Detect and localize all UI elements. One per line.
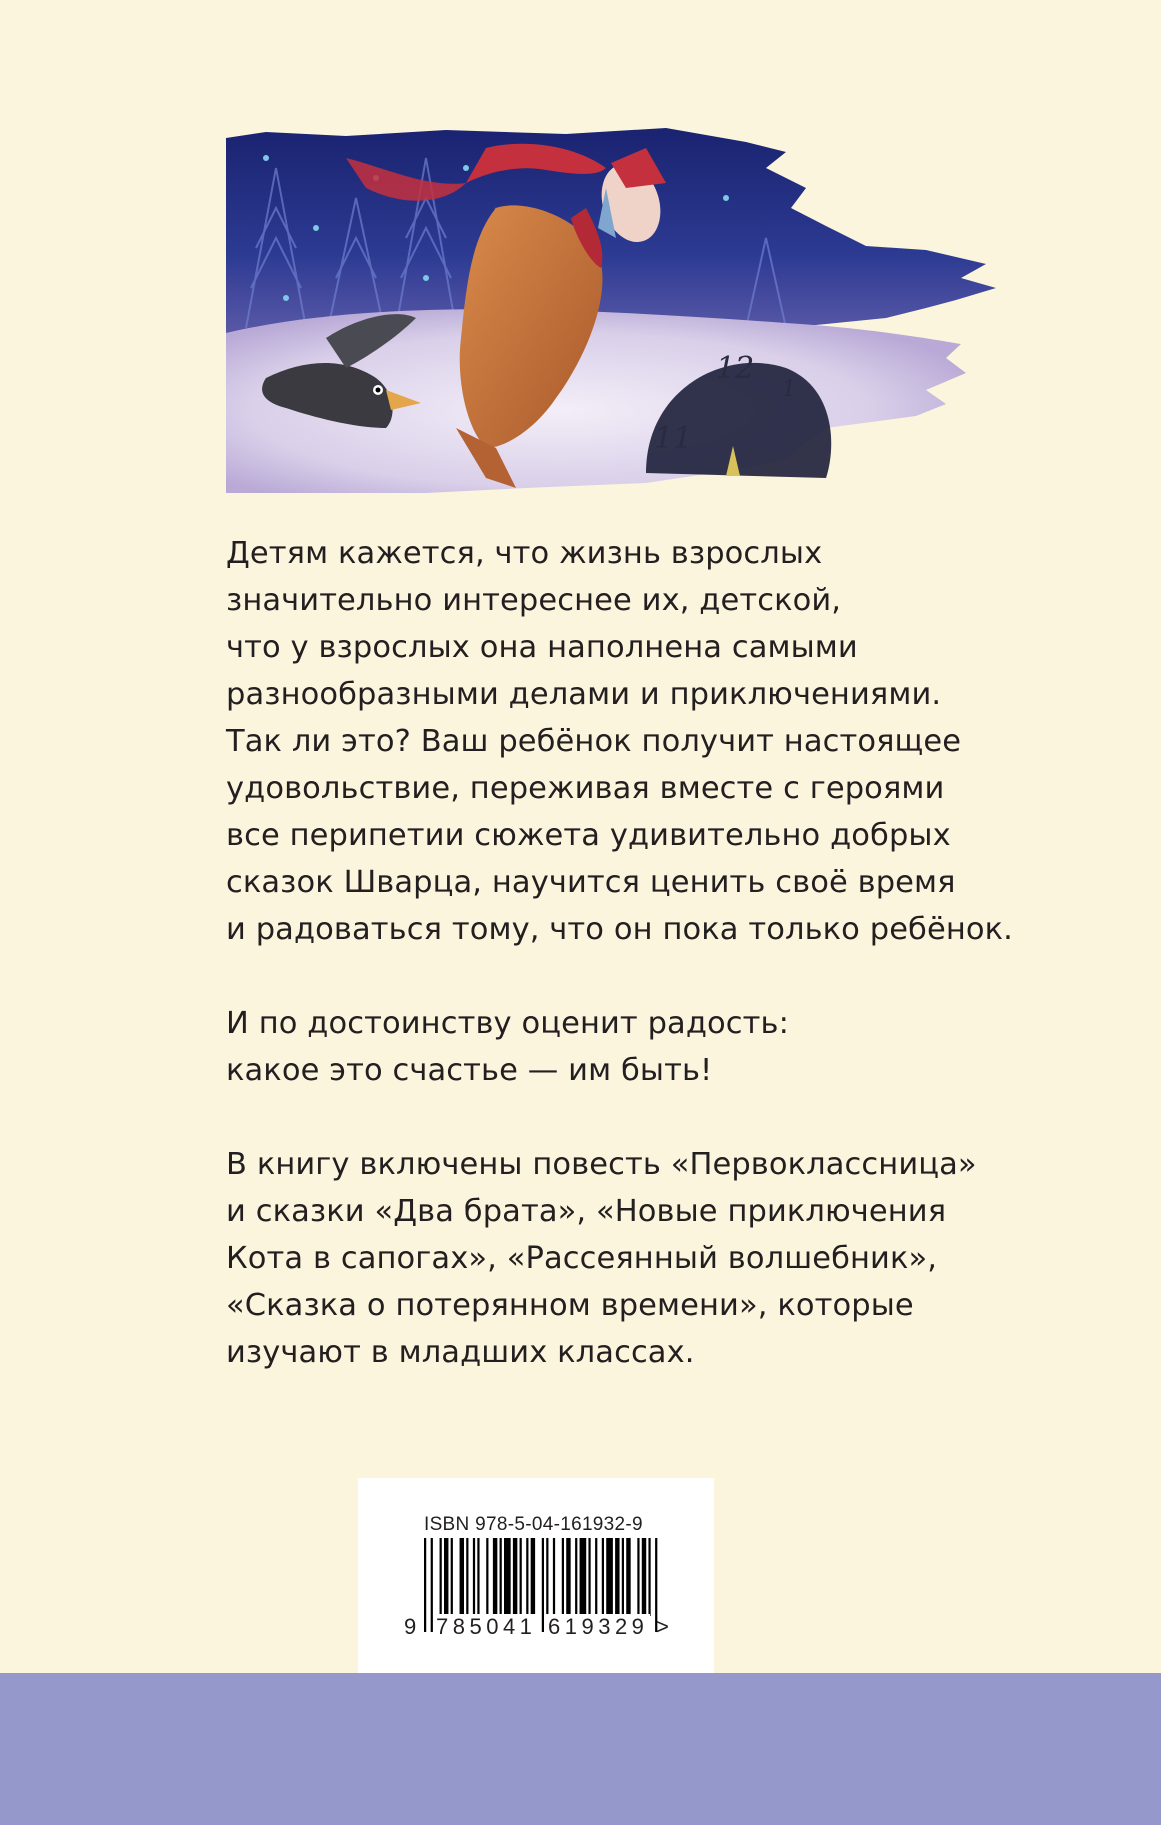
barcode-stripe [504, 1538, 511, 1616]
cover-illustration [226, 128, 996, 493]
text-line: «Сказка о потерянном времени», которые [226, 1288, 914, 1323]
text-line: все перипетии сюжета удивительно добрых [226, 818, 951, 853]
clock-number-1: 1 [782, 377, 796, 402]
barcode-stripe [637, 1538, 639, 1616]
text-line: Так ли это? Ваш ребёнок получит настоящее [226, 724, 962, 759]
barcode-stripe [648, 1538, 650, 1616]
barcode-stripe [542, 1538, 544, 1632]
barcode-stripe [531, 1538, 535, 1616]
text-line: разнообразными делами и приключениями. [226, 677, 942, 712]
description-paragraph-1 [226, 530, 1106, 953]
barcode-stripe [602, 1538, 604, 1616]
description-paragraph-3 [226, 1141, 1106, 1376]
text-line: И по достоинству оценит радость: [226, 1006, 789, 1041]
barcode-stripe [466, 1538, 468, 1616]
barcode-stripe [615, 1538, 619, 1616]
barcode-stripe [622, 1538, 624, 1616]
text-line: В книгу включены повесть «Первоклассница» [226, 1147, 977, 1182]
text-line: изучают в младших классах. [226, 1335, 695, 1370]
text-line: сказок Шварца, научится ценить своё время [226, 865, 956, 900]
text-line: что у взрослых она наполнена самыми [226, 630, 858, 665]
description-paragraph-2 [226, 1000, 1106, 1094]
barcode-stripe [451, 1538, 453, 1616]
barcode-stripe [606, 1538, 613, 1616]
barcode-stripe [473, 1538, 475, 1616]
text-line: значительно интереснее их, детской, [226, 583, 842, 618]
clock-number-11: 11 [654, 421, 693, 456]
cover-description [226, 530, 1106, 1423]
ean-right-digits: 619329 [548, 1614, 649, 1639]
barcode-stripe [460, 1538, 464, 1616]
barcode-stripe [566, 1538, 570, 1616]
barcode-stripe [626, 1538, 630, 1616]
barcode-stripe [500, 1538, 502, 1616]
ean-left-digits: 785041 [436, 1614, 537, 1639]
barcode-stripe [477, 1538, 479, 1616]
barcode-stripe [520, 1538, 522, 1616]
text-line: и радоваться тому, что он пока только ребёнок. [226, 912, 1013, 947]
text-line: Детям кажется, что жизнь взрослых [226, 536, 823, 571]
barcode-stripe [486, 1538, 488, 1616]
ean-first-digit: 9 [404, 1614, 417, 1639]
clock-number-12: 12 [716, 351, 755, 386]
barcode-stripe [424, 1538, 426, 1632]
barcode-stripe [444, 1538, 448, 1616]
barcode-stripe [513, 1538, 517, 1616]
barcode-stripe [595, 1538, 597, 1616]
isbn-barcode [358, 1478, 714, 1674]
barcode-stripe [493, 1538, 497, 1616]
text-line: удовольствие, переживая вместе с героями [226, 771, 945, 806]
barcode-stripe [642, 1538, 646, 1616]
barcode-stripe [562, 1538, 564, 1616]
illustration-scene [226, 128, 996, 493]
barcode-stripe [580, 1538, 587, 1616]
barcode-stripe [526, 1538, 528, 1616]
isbn-label: ISBN 978-5-04-161932-9 [424, 1514, 643, 1535]
barcode-stripe [575, 1538, 577, 1616]
barcode-stripe [588, 1538, 590, 1616]
barcode-stripe [440, 1538, 442, 1616]
text-line: Кота в сапогах», «Рассеянный волшебник», [226, 1241, 938, 1276]
ean-arrow: > [656, 1614, 669, 1639]
text-line: и сказки «Два брата», «Новые приключения [226, 1194, 947, 1229]
barcode-stripe [431, 1538, 433, 1632]
footer-color-band [0, 1673, 1161, 1825]
text-line: какое это счастье — им быть! [226, 1053, 713, 1088]
barcode-stripe [553, 1538, 555, 1616]
